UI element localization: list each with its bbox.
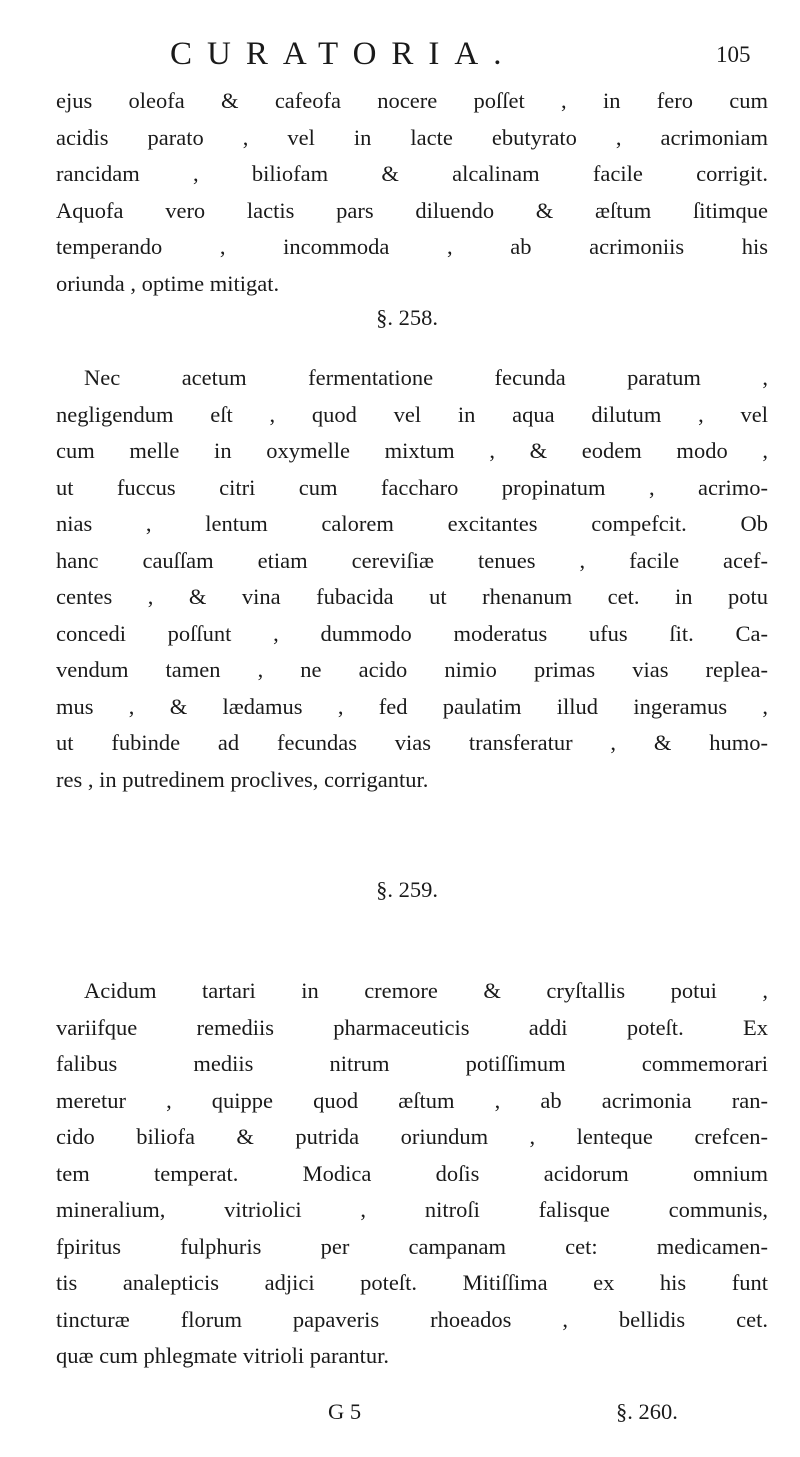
text-line: quæ cum phlegmate vitrioli parantur.: [56, 1343, 390, 1368]
text-line: oriunda , optime mitigat.: [56, 270, 280, 296]
paragraph-259: [56, 973, 768, 1375]
text-line: centes , & vina fubacida ut rhenanum cet. in potu: [56, 584, 768, 609]
section-heading-258: §. 258.: [376, 305, 438, 330]
text-line: cum melle in oxymelle mixtum , & eodem modo ,: [56, 438, 768, 463]
page-footer: [0, 1394, 800, 1430]
running-title: CURATORIA.: [170, 36, 517, 72]
text-line: ut fubinde ad fecundas vias transferatur , & humo-: [56, 730, 768, 755]
section-heading-259: §. 259.: [376, 877, 438, 902]
text-line: temperando , incommoda , ab acrimoniis his: [56, 234, 768, 259]
text-line: nias , lentum calorem excitantes compefcit. Ob: [56, 511, 768, 536]
text-line: mus , & lædamus , fed paulatim illud ingeramus ,: [56, 693, 768, 719]
running-head: [0, 34, 800, 74]
text-line: vendum tamen , ne acido nimio primas vias replea-: [56, 657, 768, 682]
text-line: meretur , quippe quod æſtum , ab acrimonia ran-: [56, 1087, 768, 1113]
text-line: rancidam , biliofam & alcalinam facile corrigit.: [56, 161, 768, 186]
text-line: falibus mediis nitrum potiſſimum commemorari: [56, 1051, 768, 1076]
page-number: 105: [716, 42, 751, 67]
text-line: hanc cauſſam etiam cereviſiæ tenues , facile acef-: [56, 547, 768, 573]
text-line: concedi poſſunt , dummodo moderatus ufus ſit. Ca-: [56, 620, 768, 646]
text-line: Nec acetum fermentatione fecunda paratum ,: [84, 365, 768, 390]
paragraph-258: [56, 360, 768, 798]
text-line: Aquofa vero lactis pars diluendo & æſtum ſitimque: [56, 197, 768, 223]
text-line: res , in putredinem proclives, corrigantur.: [56, 766, 429, 792]
text-line: Acidum tartari in cremore & cryſtallis potui ,: [84, 978, 768, 1003]
text-line: ejus oleofa & cafeofa nocere poſſet , in fero cum: [56, 88, 768, 113]
catchword: §. 260.: [616, 1399, 678, 1424]
paragraph-continuation: [56, 83, 768, 302]
text-line: acidis parato , vel in lacte ebutyrato , acrimoniam: [56, 124, 768, 150]
text-line: fpiritus fulphuris per campanam cet: medicamen-: [56, 1233, 768, 1259]
text-line: ut fuccus citri cum faccharo propinatum , acrimo-: [56, 474, 768, 500]
text-line: tincturæ florum papaveris rhoeados , bellidis cet.: [56, 1306, 768, 1332]
text-line: mineralium, vitriolici , nitroſi falisque communis,: [56, 1197, 768, 1222]
text-line: negligendum eſt , quod vel in aqua dilutum , vel: [56, 401, 768, 427]
signature-mark: G 5: [328, 1399, 362, 1424]
text-line: cido biliofa & putrida oriundum , lenteque crefcen-: [56, 1124, 768, 1149]
text-line: variifque remediis pharmaceuticis addi poteſt. Ex: [56, 1014, 768, 1040]
text-line: tem temperat. Modica doſis acidorum omnium: [56, 1160, 768, 1186]
text-line: tis analepticis adjici poteſt. Mitiſſima ex his funt: [56, 1270, 768, 1295]
